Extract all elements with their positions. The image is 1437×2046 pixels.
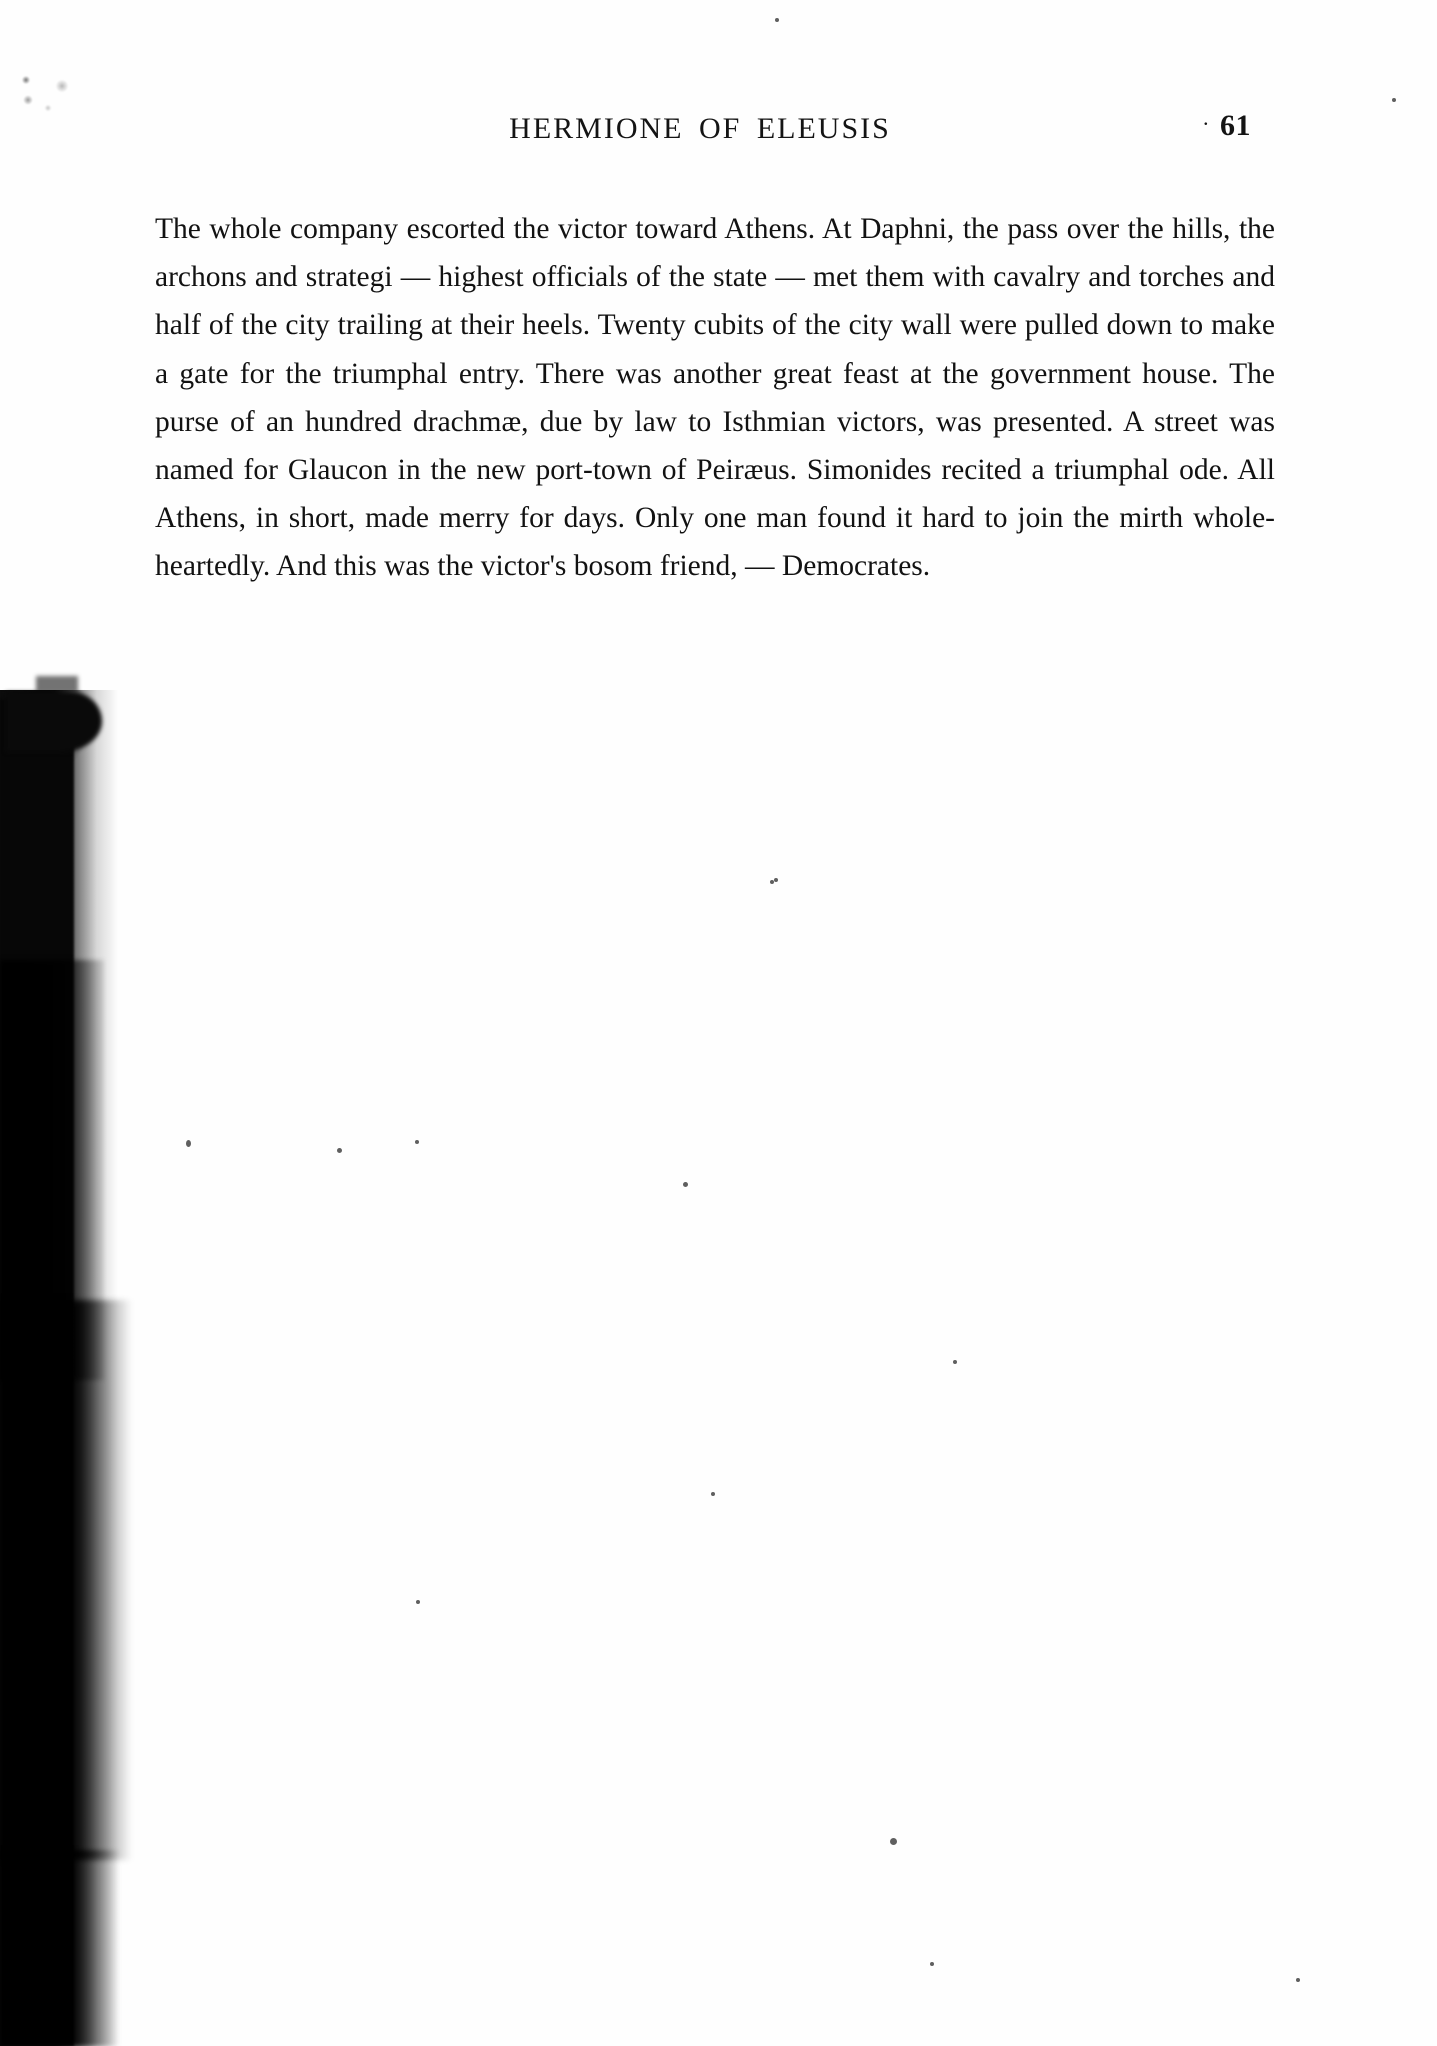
left-edge-smudge-lower — [0, 1300, 132, 1860]
dust-speck — [775, 18, 779, 22]
dust-speck — [930, 1962, 934, 1966]
dust-speck — [1296, 1978, 1300, 1982]
dust-speck — [415, 1140, 419, 1144]
dust-speck — [953, 1360, 957, 1364]
running-head — [150, 112, 1250, 146]
dust-speck — [774, 878, 778, 882]
dust-speck — [186, 1140, 191, 1147]
dust-speck — [416, 1600, 420, 1604]
dust-speck — [337, 1148, 342, 1153]
dust-speck — [711, 1492, 715, 1496]
page-number: · 61 — [1202, 109, 1251, 143]
corner-scan-mark-icon — [18, 70, 80, 116]
dust-speck — [1392, 98, 1396, 102]
dust-speck — [683, 1182, 688, 1187]
paragraph-1: The whole company escorted the victor toward Athens. At Daphni, the pass over the hills, the archons and strategi — highest officials of the state — met them with cavalry and torches and half of the city trailing at their heels. Twenty cubits of the city wall were pulled down to make a gate for the triumphal entry. There was another great feast at the government house. The purse of an hundred drachmæ, due by law to Isthmian victors, was presented. A street was named for Glaucon in the new port-town of Peiræus. Simonides recited a triumphal ode. All Athens, in short, made merry for days. Only one man found it hard to join the mirth whole-heartedly. And this was the victor's bosom friend, — Democrates. — [155, 213, 1275, 583]
body-text-block — [155, 205, 1275, 591]
left-edge-smudge-top — [6, 692, 102, 752]
left-edge-smudge-bottom — [0, 1850, 120, 2046]
running-head-title: HERMIONE OF ELEUSIS — [509, 112, 891, 145]
dust-speck — [890, 1838, 897, 1845]
